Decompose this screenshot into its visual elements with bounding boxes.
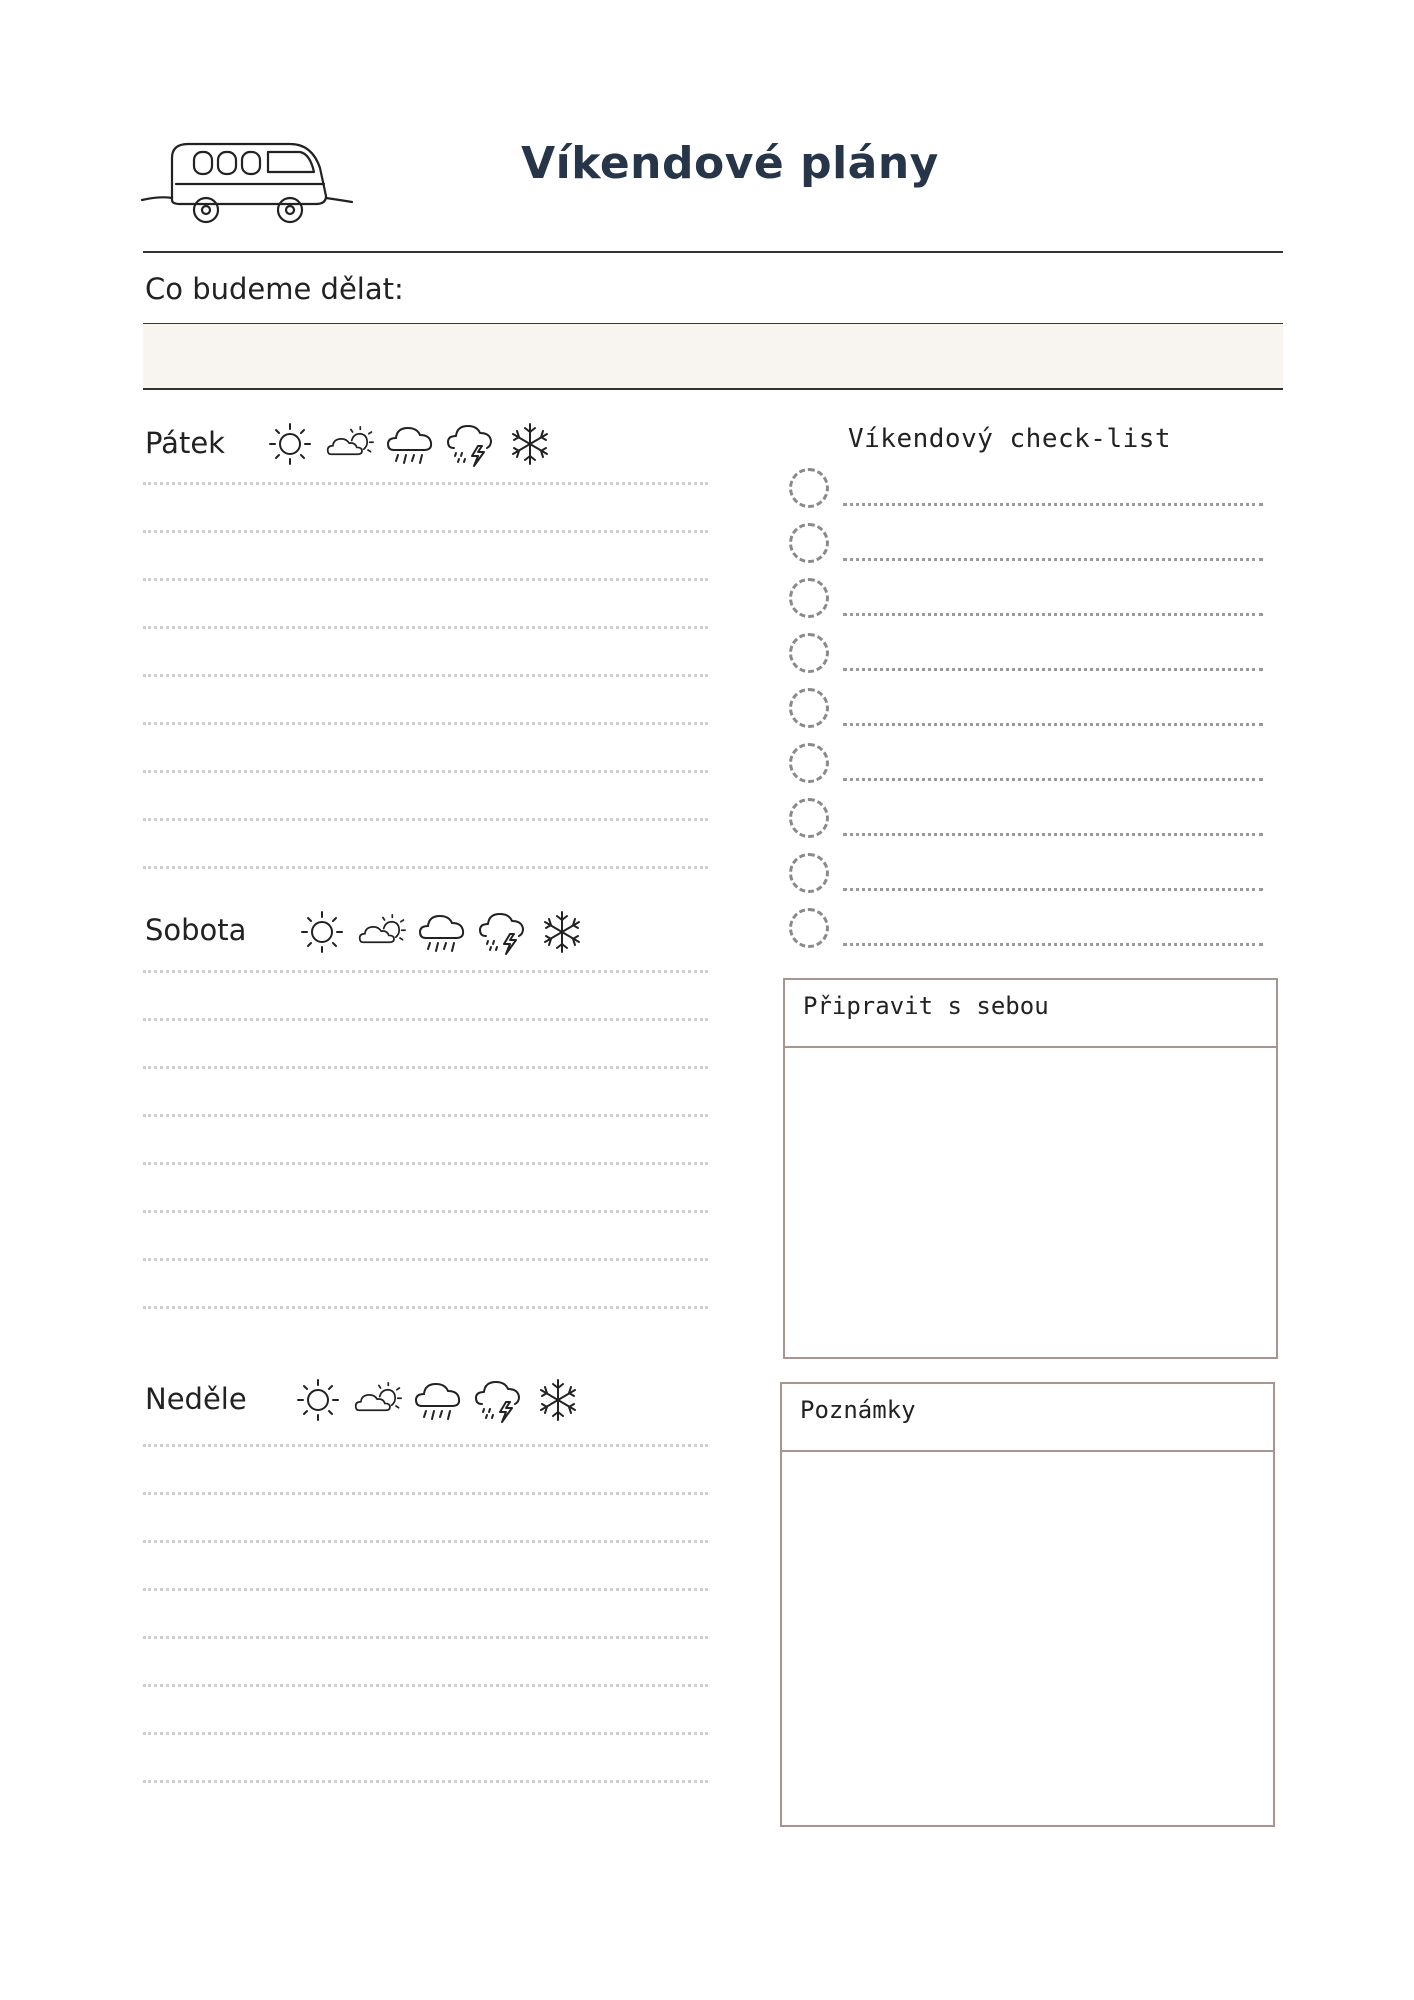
checklist-line[interactable]	[843, 888, 1263, 891]
checklist-item[interactable]	[789, 468, 1263, 508]
checklist-line[interactable]	[843, 558, 1263, 561]
header-divider	[143, 251, 1283, 253]
checklist-item[interactable]	[789, 633, 1263, 673]
writing-line[interactable]	[143, 970, 708, 973]
checklist-line[interactable]	[843, 503, 1263, 506]
weather-row-sunday	[294, 1376, 582, 1424]
thunderstorm-icon[interactable]	[474, 1376, 522, 1424]
weather-row-saturday	[298, 908, 586, 956]
writing-line[interactable]	[143, 1780, 708, 1783]
checkbox-circle[interactable]	[789, 743, 829, 783]
writing-line[interactable]	[143, 1018, 708, 1021]
plan-label: Co budeme dělat:	[145, 272, 404, 306]
writing-line[interactable]	[143, 722, 708, 725]
writing-line[interactable]	[143, 674, 708, 677]
writing-line[interactable]	[143, 1588, 708, 1591]
checkbox-circle[interactable]	[789, 853, 829, 893]
checkbox-circle[interactable]	[789, 523, 829, 563]
checklist-line[interactable]	[843, 723, 1263, 726]
pack-box	[783, 978, 1278, 1359]
checklist-line[interactable]	[843, 613, 1263, 616]
partly-cloudy-icon[interactable]	[354, 1376, 402, 1424]
rain-icon[interactable]	[414, 1376, 462, 1424]
rain-icon[interactable]	[418, 908, 466, 956]
bus-illustration	[140, 138, 354, 230]
checklist-item[interactable]	[789, 853, 1263, 893]
sun-icon[interactable]	[294, 1376, 342, 1424]
writing-line[interactable]	[143, 866, 708, 869]
writing-line[interactable]	[143, 1636, 708, 1639]
checkbox-circle[interactable]	[789, 578, 829, 618]
day-label-saturday: Sobota	[145, 913, 247, 947]
writing-line[interactable]	[143, 1492, 708, 1495]
writing-line[interactable]	[143, 1210, 708, 1213]
day-label-sunday: Neděle	[145, 1382, 247, 1416]
notes-box-title: Poznámky	[782, 1384, 1273, 1452]
pack-box-title: Připravit s sebou	[785, 980, 1276, 1048]
page-title: Víkendové plány	[521, 138, 939, 189]
partly-cloudy-icon[interactable]	[326, 420, 374, 468]
writing-line[interactable]	[143, 1114, 708, 1117]
writing-line[interactable]	[143, 1444, 708, 1447]
writing-line[interactable]	[143, 1540, 708, 1543]
writing-line[interactable]	[143, 770, 708, 773]
checkbox-circle[interactable]	[789, 798, 829, 838]
checklist-item[interactable]	[789, 743, 1263, 783]
writing-line[interactable]	[143, 482, 708, 485]
plan-input-field[interactable]	[143, 323, 1283, 390]
checklist	[789, 468, 1263, 948]
partly-cloudy-icon[interactable]	[358, 908, 406, 956]
writing-line[interactable]	[143, 1162, 708, 1165]
checkbox-circle[interactable]	[789, 908, 829, 948]
writing-line[interactable]	[143, 1306, 708, 1309]
writing-line[interactable]	[143, 1684, 708, 1687]
writing-line[interactable]	[143, 626, 708, 629]
checklist-item[interactable]	[789, 688, 1263, 728]
pack-box-area[interactable]	[785, 1048, 1276, 1357]
rain-icon[interactable]	[386, 420, 434, 468]
writing-line[interactable]	[143, 578, 708, 581]
checkbox-circle[interactable]	[789, 688, 829, 728]
checklist-item[interactable]	[789, 578, 1263, 618]
notes-box	[780, 1382, 1275, 1827]
notes-box-area[interactable]	[782, 1452, 1273, 1825]
checklist-item[interactable]	[789, 908, 1263, 948]
lines-friday[interactable]	[143, 482, 708, 869]
snowflake-icon[interactable]	[538, 908, 586, 956]
lines-saturday[interactable]	[143, 970, 708, 1309]
thunderstorm-icon[interactable]	[478, 908, 526, 956]
snowflake-icon[interactable]	[534, 1376, 582, 1424]
day-label-friday: Pátek	[145, 426, 225, 460]
writing-line[interactable]	[143, 1066, 708, 1069]
checkbox-circle[interactable]	[789, 633, 829, 673]
checkbox-circle[interactable]	[789, 468, 829, 508]
checklist-line[interactable]	[843, 833, 1263, 836]
checklist-line[interactable]	[843, 778, 1263, 781]
snowflake-icon[interactable]	[506, 420, 554, 468]
writing-line[interactable]	[143, 1732, 708, 1735]
checklist-item[interactable]	[789, 523, 1263, 563]
writing-line[interactable]	[143, 530, 708, 533]
checklist-item[interactable]	[789, 798, 1263, 838]
thunderstorm-icon[interactable]	[446, 420, 494, 468]
checklist-line[interactable]	[843, 943, 1263, 946]
weather-row-friday	[266, 420, 554, 468]
sun-icon[interactable]	[298, 908, 346, 956]
writing-line[interactable]	[143, 1258, 708, 1261]
sun-icon[interactable]	[266, 420, 314, 468]
checklist-line[interactable]	[843, 668, 1263, 671]
lines-sunday[interactable]	[143, 1444, 708, 1783]
checklist-title: Víkendový check-list	[848, 424, 1172, 454]
writing-line[interactable]	[143, 818, 708, 821]
